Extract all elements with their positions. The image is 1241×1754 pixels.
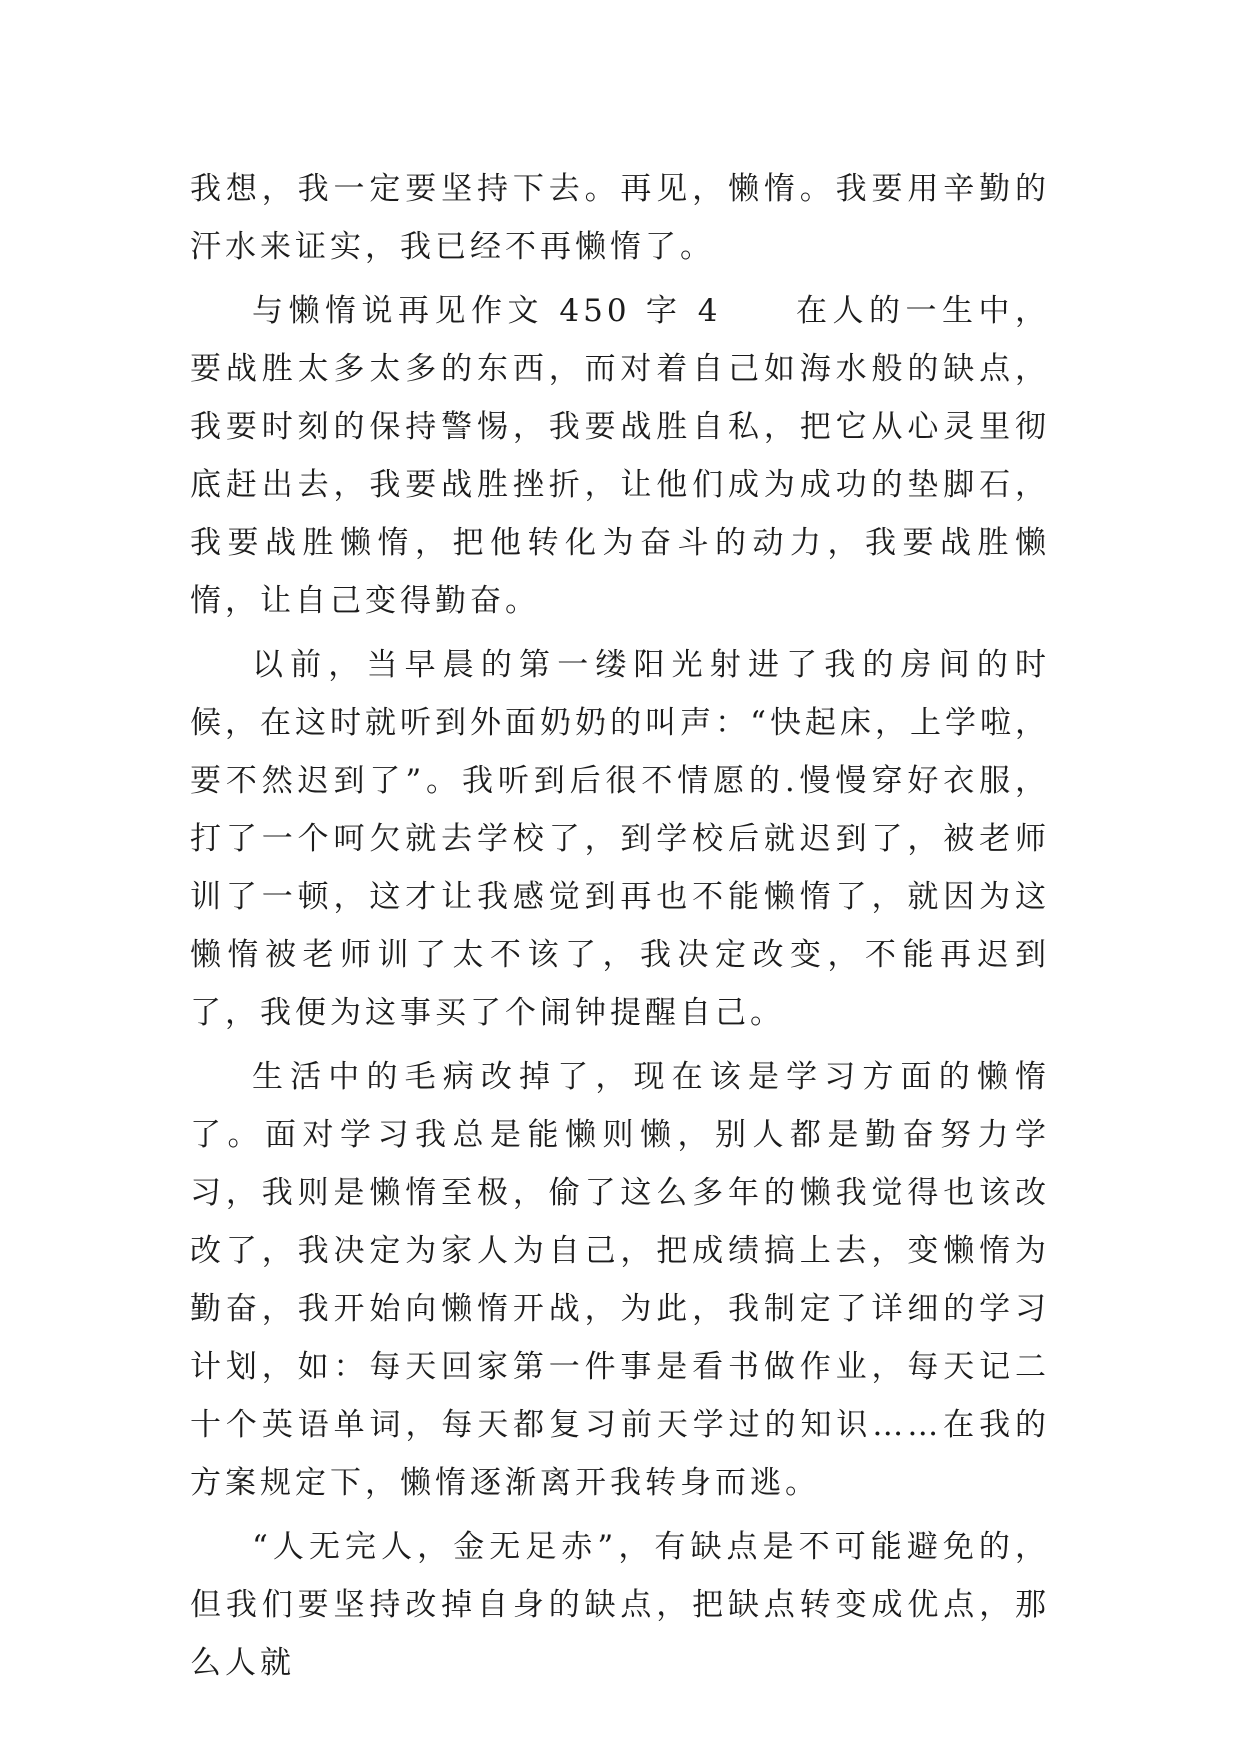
paragraph-morning-story: 以前，当早晨的第一缕阳光射进了我的房间的时候，在这时就听到外面奶奶的叫声：“快起床，上学啦，要不然迟到了”。我听到后很不情愿的.慢慢穿好衣服，打了一个呵欠就去学校了，到学校后就迟到了，被老师训了一顿，这才让我感觉到再也不能懒惰了，就因为这懒惰被老师训了太不该了，我决定改变，不能再迟到了，我便为这事买了个闹钟提醒自己。	[190, 647, 1050, 1031]
paragraph-conclusion: “人无完人，金无足赤”，有缺点是不可能避免的，但我们要坚持改掉自身的缺点，把缺点转变成优点，那么人就	[190, 1529, 1050, 1681]
paragraph-study-plan: 生活中的毛病改掉了，现在该是学习方面的懒惰了。面对学习我总是能懒则懒，别人都是勤奋努力学习，我则是懒惰至极，偷了这么多年的懒我觉得也该改改了，我决定为家人为自己，把成绩搞上去，变懒惰为勤奋，我开始向懒惰开战，为此，我制定了详细的学习计划，如：每天回家第一件事是看书做作业，每天记二十个英语单词，每天都复习前天学过的知识……在我的方案规定下，懒惰逐渐离开我转身而逃。	[190, 1059, 1050, 1501]
paragraph-essay-heading: 与懒惰说再见作文 450 字 4 在人的一生中，要战胜太多太多的东西，而对着自己如海水般的缺点，我要时刻的保持警惕，我要战胜自私，把它从心灵里彻底赶出去，我要战胜挫折，让他们成为成功的垫脚石，我要战胜懒惰，把他转化为奋斗的动力，我要战胜懒惰，让自己变得勤奋。	[190, 293, 1050, 619]
body-text	[190, 160, 1050, 1698]
paragraph-continuation: 我想，我一定要坚持下去。再见，懒惰。我要用辛勤的汗水来证实，我已经不再懒惰了。	[190, 171, 1050, 265]
